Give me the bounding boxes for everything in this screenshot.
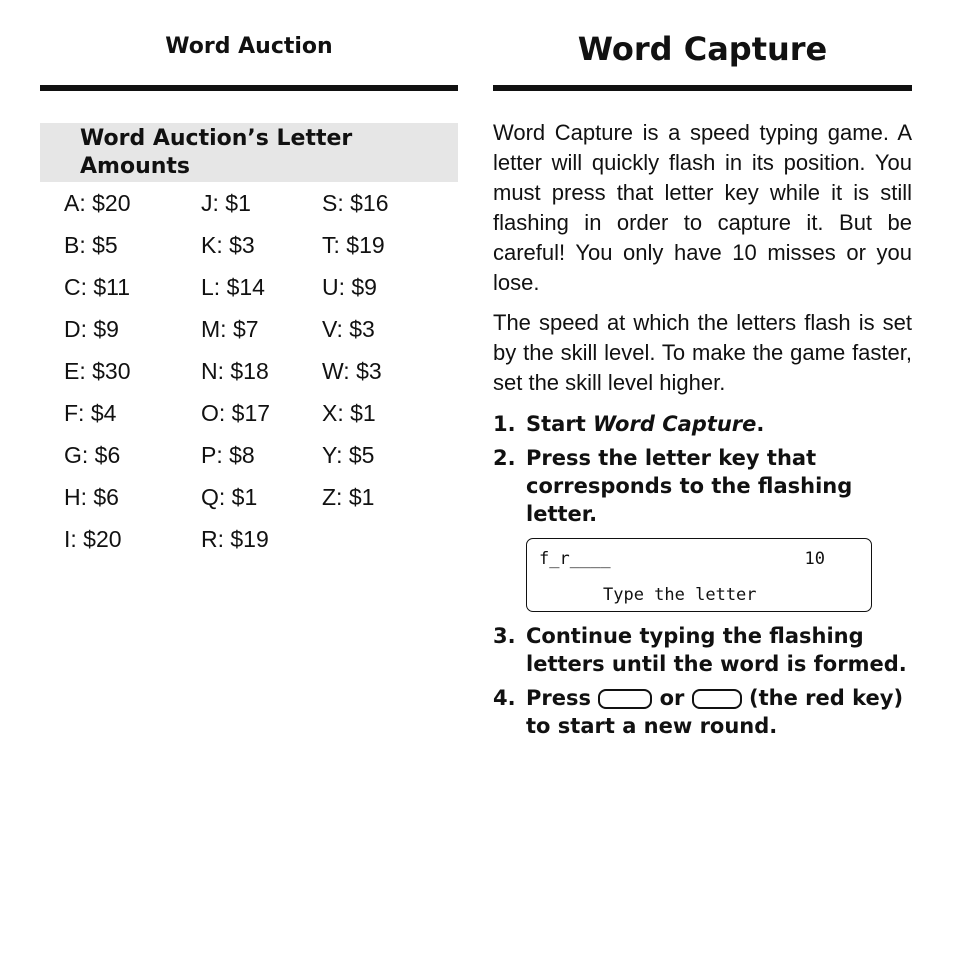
letter-value: L: $14 (201, 274, 265, 300)
letter-value: D: $9 (64, 316, 119, 342)
step-4-text-c: (the red key) to start a new round. (526, 686, 904, 738)
letter-value: S: $16 (322, 190, 389, 216)
letter-value: H: $6 (64, 484, 119, 510)
letter-value: Y: $5 (322, 442, 375, 468)
step-1 (493, 410, 912, 438)
step-1-text: Start (526, 412, 594, 436)
letter-value: E: $30 (64, 358, 131, 384)
intro-text (493, 118, 912, 408)
letter-value: J: $1 (201, 190, 251, 216)
letter-column-2 (201, 187, 270, 565)
instruction-steps (493, 410, 912, 746)
letter-value: V: $3 (322, 316, 375, 342)
red-key-icon (692, 689, 742, 709)
step-1-end: . (756, 412, 765, 436)
letter-value: T: $19 (322, 232, 385, 258)
letter-value: Z: $1 (322, 484, 375, 510)
intro-paragraph-2: The speed at which the letters flash is set by the skill level. To make the game faster, set the skill level higher. (493, 310, 912, 395)
step-2 (493, 444, 912, 528)
step-4 (493, 684, 912, 740)
step-2-text: Press the letter key that corresponds to the flashing letter. (526, 446, 853, 526)
screen-word: f_r____ (539, 549, 611, 569)
left-divider (40, 85, 458, 91)
letter-value: U: $9 (322, 274, 377, 300)
letter-value: F: $4 (64, 400, 117, 426)
game-name: Word Capture (593, 412, 757, 436)
intro-paragraph-1: Word Capture is a speed typing game. A letter will quickly flash in its position. You must press that letter key while it is still flashing in order to capture it. But be careful! You only have 10 misses or you lose. (493, 120, 912, 295)
step-number: 2. (493, 446, 516, 470)
step-4-text-b: or (659, 686, 685, 710)
letter-value: B: $5 (64, 232, 118, 258)
letter-value: P: $8 (201, 442, 255, 468)
letter-value: C: $11 (64, 274, 131, 300)
step-4-text-a: Press (526, 686, 591, 710)
letter-value: Q: $1 (201, 484, 258, 510)
screen-misses: 10 (804, 549, 825, 569)
letter-value: G: $6 (64, 442, 121, 468)
step-3 (493, 622, 912, 678)
left-section-title: Word Auction (165, 34, 333, 59)
letter-value: K: $3 (201, 232, 255, 258)
letter-value: O: $17 (201, 400, 271, 426)
letter-value: I: $20 (64, 526, 122, 552)
letter-value: A: $20 (64, 190, 131, 216)
letter-column-3 (322, 187, 389, 523)
heading-line-1: Word Auction’s Letter (80, 126, 353, 151)
letter-value: N: $18 (201, 358, 269, 384)
right-divider (493, 85, 912, 91)
letter-value: W: $3 (322, 358, 382, 384)
step-number: 4. (493, 686, 516, 710)
step-3-text: Continue typing the flashing letters until the word is formed. (526, 624, 907, 676)
heading-line-2: Amounts (80, 154, 190, 179)
step-number: 1. (493, 412, 516, 436)
letter-column-1 (64, 187, 131, 565)
key-icon (598, 689, 652, 709)
letter-value: R: $19 (201, 526, 269, 552)
device-screen (526, 538, 872, 612)
screen-prompt: Type the letter (603, 585, 757, 605)
step-number: 3. (493, 624, 516, 648)
page-title: Word Capture (577, 30, 828, 68)
letter-value: M: $7 (201, 316, 259, 342)
letter-amounts-heading (40, 123, 458, 182)
letter-value: X: $1 (322, 400, 376, 426)
